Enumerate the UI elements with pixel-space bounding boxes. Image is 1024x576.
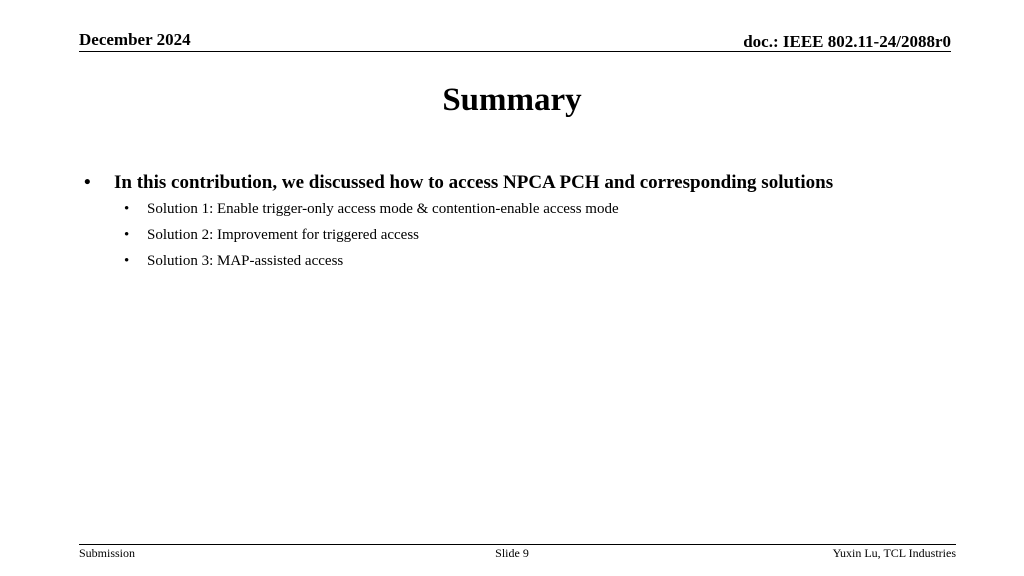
sub-bullet-glyph: • bbox=[124, 227, 130, 243]
sub-bullet-text-3: Solution 3: MAP-assisted access bbox=[147, 253, 344, 269]
bullet-glyph: • bbox=[84, 172, 91, 193]
sub-bullet-item-1 bbox=[84, 196, 964, 222]
sub-bullet-text-1: Solution 1: Enable trigger-only access mode & contention-enable access mode bbox=[147, 201, 619, 217]
header-doc-id: doc.: IEEE 802.11-24/2088r0 bbox=[743, 32, 951, 51]
footer-author: Yuxin Lu, TCL Industries bbox=[832, 546, 956, 560]
sub-bullet-item-3 bbox=[84, 248, 964, 274]
header-date: December 2024 bbox=[79, 30, 191, 49]
footer-divider bbox=[79, 544, 956, 545]
slide-title: Summary bbox=[442, 82, 582, 118]
bullet-item-main bbox=[84, 170, 964, 196]
bullet-list bbox=[84, 170, 964, 274]
sub-bullet-text-2: Solution 2: Improvement for triggered access bbox=[147, 227, 420, 243]
header-divider bbox=[79, 51, 951, 52]
bullet-text-main: In this contribution, we discussed how to access NPCA PCH and corresponding solutions bbox=[114, 172, 834, 193]
sub-bullet-item-2 bbox=[84, 222, 964, 248]
footer-submission: Submission bbox=[79, 546, 136, 560]
footer-slide-number: Slide 9 bbox=[495, 546, 529, 560]
sub-bullet-glyph: • bbox=[124, 253, 130, 269]
sub-bullet-glyph: • bbox=[124, 201, 130, 217]
